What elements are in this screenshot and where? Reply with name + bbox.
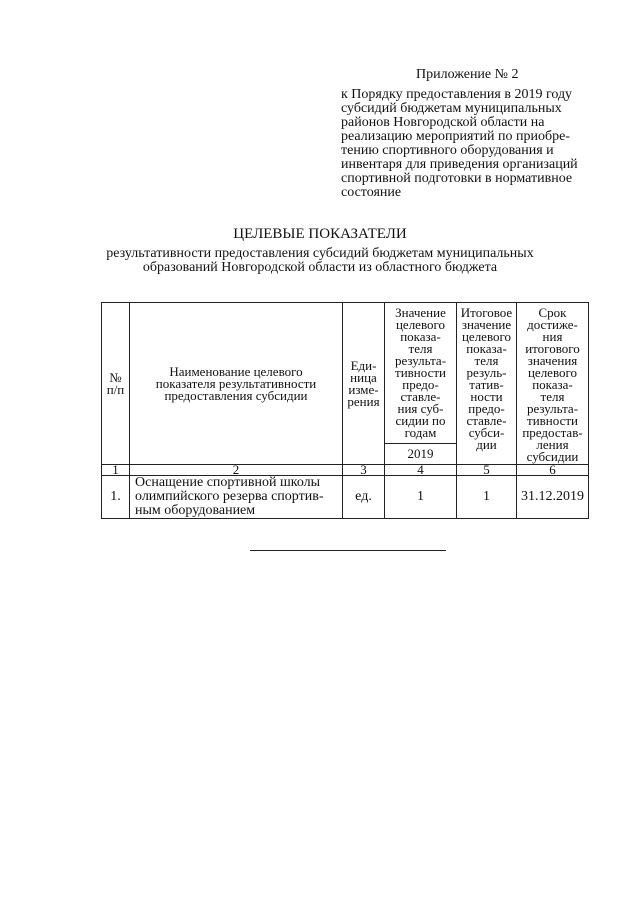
header-deadline-line: целевого — [527, 365, 578, 380]
header-value-line: целевого — [395, 317, 446, 332]
header-value-line: тивности — [395, 365, 446, 380]
appendix-line: субсидий бюджетам муниципальных — [341, 101, 562, 116]
appendix-line: к Порядку предоставления в 2019 году — [341, 87, 573, 102]
header-unit-line: рения — [347, 393, 380, 409]
header-deadline-line: ния — [542, 329, 563, 344]
row-name — [130, 476, 343, 519]
header-num-line: п/п — [106, 381, 125, 397]
row-num: 1. — [102, 476, 130, 519]
column-number: 3 — [343, 465, 385, 476]
header-deadline-line: теля — [540, 389, 565, 404]
header-value-line: сидии по — [395, 413, 446, 428]
header-name-line: Наименование целевого — [169, 363, 303, 379]
header-value-line: показа- — [400, 329, 441, 344]
header-name-line: предоставления субсидии — [164, 387, 308, 403]
header-deadline-line: субсидии — [526, 449, 579, 464]
appendix-line: тению спортивного оборудования и — [341, 143, 554, 158]
row-deadline: 31.12.2019 — [517, 476, 589, 519]
header-value-line: ставле- — [400, 389, 441, 404]
signature-rule — [250, 550, 446, 551]
appendix-line: реализацию мероприятий по приобре- — [341, 129, 570, 144]
header-unit — [343, 303, 385, 465]
appendix-line: инвентаря для приведения организаций — [341, 157, 578, 172]
row-name-line: ным оборудованием — [135, 503, 256, 518]
document-subheading — [0, 247, 640, 275]
header-name-line: показателя результативности — [155, 375, 317, 391]
header-total-line: предо- — [468, 401, 505, 416]
header-total-line: показа- — [466, 341, 507, 356]
header-deadline-line: Срок — [538, 305, 567, 320]
header-deadline-line: достиже- — [527, 317, 578, 332]
header-deadline-line: показа- — [532, 377, 573, 392]
document-heading: ЦЕЛЕВЫЕ ПОКАЗАТЕЛИ — [233, 226, 407, 242]
target-indicators-table — [101, 302, 589, 519]
appendix-line: районов Новгородской области на — [341, 115, 545, 130]
column-number: 6 — [517, 465, 589, 476]
header-total-line: субси- — [468, 425, 505, 440]
column-number: 4 — [385, 465, 457, 476]
appendix-line: спортивной подготовки в нормативное — [341, 171, 573, 186]
header-unit-line: ница — [350, 369, 377, 385]
header-year: 2019 — [385, 444, 457, 465]
row-unit: ед. — [343, 476, 385, 519]
header-total-line: резуль- — [466, 365, 507, 380]
row-value-2019: 1 — [385, 476, 457, 519]
header-deadline-line: предостав- — [522, 425, 583, 440]
header-value-line: теля — [408, 341, 433, 356]
header-value — [385, 303, 457, 444]
header-deadline-line: итогового — [525, 341, 580, 356]
header-value-line: результа- — [394, 353, 447, 368]
subheading-line: результативности предоставления субсидий бюджетам муниципальных — [106, 246, 534, 261]
header-total-line: ности — [470, 389, 503, 404]
column-number-row — [102, 465, 589, 476]
header-deadline-line: результа- — [526, 401, 579, 416]
appendix-title: Приложение № 2 — [416, 67, 519, 82]
header-total-line: теля — [474, 353, 499, 368]
table-header-row — [102, 303, 589, 444]
header-total-line: ставле- — [466, 413, 507, 428]
header-name — [130, 303, 343, 465]
column-number: 5 — [457, 465, 517, 476]
table-row — [102, 476, 589, 519]
header-total-line: Итоговое — [460, 305, 513, 320]
header-unit-line: изме- — [348, 381, 379, 397]
header-num — [102, 303, 130, 465]
header-total-line: дии — [476, 437, 497, 452]
header-deadline-line: значения — [527, 353, 578, 368]
header-value-line: Значение — [395, 305, 446, 320]
header-deadline — [517, 303, 589, 465]
header-total-line: значение — [461, 317, 512, 332]
subheading-line: образований Новгородской области из областного бюджета — [142, 260, 498, 275]
header-value-line: годам — [404, 425, 437, 440]
column-number: 2 — [130, 465, 343, 476]
row-total: 1 — [457, 476, 517, 519]
appendix-line: состояние — [341, 185, 402, 200]
header-unit-line: Еди- — [350, 357, 377, 373]
header-deadline-line: ления — [536, 437, 569, 452]
header-deadline-line: тивности — [527, 413, 578, 428]
row-name-line: Оснащение спортивной школы — [135, 475, 321, 490]
header-value-line: ния суб- — [397, 401, 444, 416]
column-number: 1 — [102, 465, 130, 476]
header-num-line: № — [109, 369, 122, 385]
header-value-line: предо- — [402, 377, 439, 392]
appendix-block — [341, 68, 611, 200]
header-total-line: татив- — [469, 377, 504, 392]
header-total-line: целевого — [461, 329, 512, 344]
row-name-line: олимпийского резерва спортив- — [135, 489, 324, 504]
header-total — [457, 303, 517, 465]
